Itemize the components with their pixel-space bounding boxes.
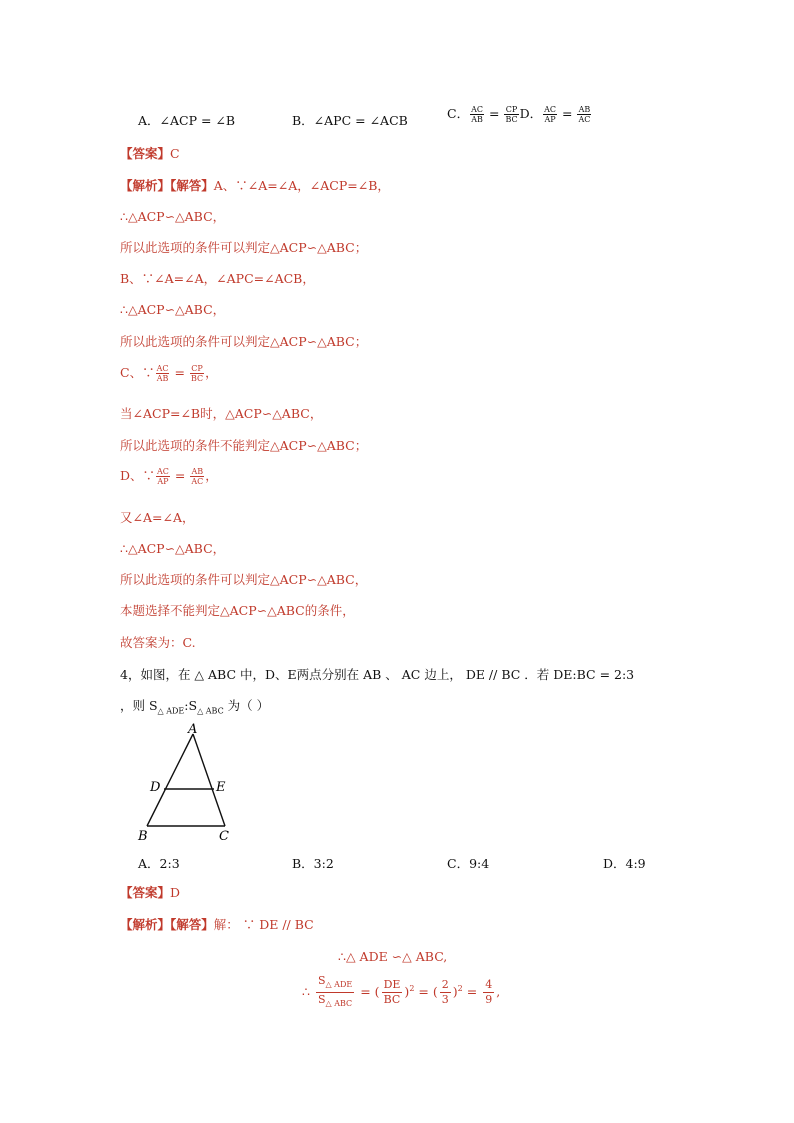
q3-solution-line: 当∠ACP=∠B时，△ACP∽△ABC， bbox=[120, 406, 323, 421]
q3-solution-line-c: C、∵ $\frac{AC}{AB}$ = $\frac{CP}{BC}$ ， bbox=[120, 364, 218, 383]
q4-solution-line: 【解析】【解答】解： ∵ DE // BC bbox=[120, 917, 314, 932]
q3-option-a: A．∠ACP = ∠B bbox=[138, 113, 236, 128]
q3-solution-line: 本题选择不能判定△ACP∽△ABC的条件， bbox=[120, 603, 355, 618]
q3-solution-line: ∴△ACP∽△ABC， bbox=[120, 209, 226, 224]
q4-solution-formula: ∴ $\frac{S_{\triangle ADE}}{S_{\triangle ABC}}$ = ( $\frac{DE}{BC}$ )$^2$ = ( $\frac{2}{3}$ )$^2$ = $\frac{4}{9}$ , bbox=[302, 974, 501, 1009]
q3-solution-line: ∴△ACP∽△ABC， bbox=[120, 541, 226, 556]
q3-solution-line: 所以此选项的条件可以判定△ACP∽△ABC； bbox=[120, 240, 368, 255]
vertex-label-e: E bbox=[216, 780, 226, 795]
q3-answer: 【答案】C bbox=[120, 146, 180, 161]
q4-option-d: D．4:9 bbox=[603, 856, 646, 871]
q4-option-a: A．2:3 bbox=[138, 856, 180, 871]
vertex-label-c: C bbox=[219, 829, 229, 844]
q4-solution-line: ∴△ ADE ∽△ ABC, bbox=[338, 949, 448, 964]
q3-solution-line: B、∵∠A=∠A，∠APC=∠ACB， bbox=[120, 271, 315, 286]
q4-option-c: C．9:4 bbox=[447, 856, 490, 871]
q3-solution-line: 所以此选项的条件可以判定△ACP∽△ABC， bbox=[120, 572, 368, 587]
q3-option-b: B．∠APC = ∠ACB bbox=[292, 113, 408, 128]
q3-solution-line: 所以此选项的条件不能判定△ACP∽△ABC； bbox=[120, 438, 368, 453]
q3-solution-line: 又∠A=∠A， bbox=[120, 510, 195, 525]
q3-option-c: C． $\frac{AC}{AB}$ = $\frac{CP}{BC}$ D． $\frac{AC}{AP}$ = $\frac{AB}{AC}$ bbox=[447, 105, 591, 124]
q4-answer: 【答案】D bbox=[120, 885, 181, 900]
triangle-figure bbox=[130, 720, 250, 850]
vertex-label-a: A bbox=[188, 722, 198, 737]
q3-solution-line: 所以此选项的条件可以判定△ACP∽△ABC； bbox=[120, 334, 368, 349]
q3-solution-line: 故答案为：C. bbox=[120, 635, 196, 650]
q4-stem: 4，如图，在 △ ABC 中，D、E两点分别在 AB 、 AC 边上， DE // BC ．若 DE:BC = 2:3 bbox=[120, 667, 635, 682]
q4-stem-line2: ，则 $S_{\triangle ADE}:S_{\triangle ABC}$ 为（ ） bbox=[120, 698, 270, 716]
q3-solution-line: 【解析】【解答】A、∵∠A=∠A，∠ACP=∠B， bbox=[120, 178, 390, 193]
q3-solution-line-d: D、∵ $\frac{AC}{AP}$ = $\frac{AB}{AC}$ ， bbox=[120, 467, 218, 486]
vertex-label-b: B bbox=[138, 829, 148, 844]
vertex-label-d: D bbox=[150, 780, 161, 795]
q3-solution-line: ∴△ACP∽△ABC， bbox=[120, 302, 226, 317]
q4-option-b: B．3:2 bbox=[292, 856, 334, 871]
